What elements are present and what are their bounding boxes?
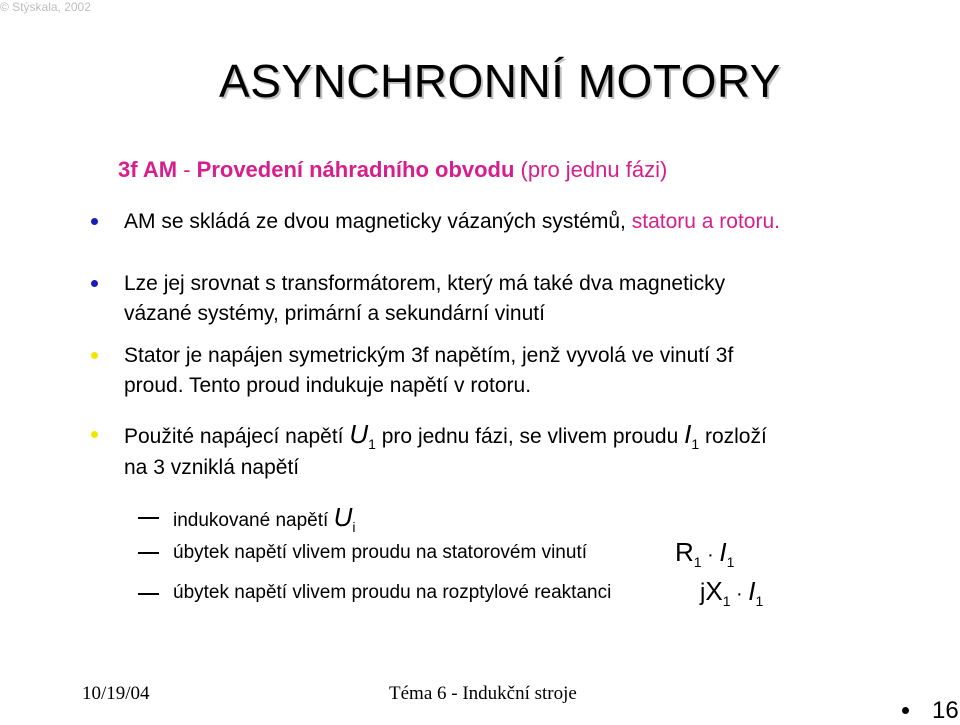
bullet-4-line-2: na 3 vzniklá napětí: [124, 456, 300, 479]
bullet-4-part-1: Použité napájecí napětí: [124, 425, 350, 448]
subitem-2: [173, 542, 587, 564]
current-i1-symbol: $I_1$: [684, 419, 700, 452]
bullet-icon: [91, 218, 98, 225]
subtitle-dash: -: [177, 157, 197, 182]
bullet-1-text: AM se skládá ze dvou magneticky vázaných systémů,: [124, 210, 632, 233]
bullet-2-line-1: Lze jej srovnat s transformátorem, který má také dva magneticky: [124, 272, 726, 295]
subtitle-bold: Provedení náhradního obvodu: [196, 157, 515, 182]
formula-r1-i1: $R_1 \cdot I_1$: [675, 537, 735, 570]
subtitle-suffix: (pro jednu fázi): [514, 157, 668, 182]
bullet-icon: [91, 431, 98, 438]
bullet-item-3: [124, 341, 733, 401]
formula-jx1-i1: $jX_1 \cdot I_1$: [700, 576, 764, 609]
bullet-item-2: [124, 269, 725, 329]
subitem-3: [173, 582, 611, 604]
slide-title: ASYNCHRONNÍ MOTORY: [219, 55, 781, 107]
bullet-item-4: [124, 419, 767, 483]
subitem-3-text: úbytek napětí vlivem proudu na rozptylové reaktanci: [173, 582, 612, 603]
footer-date: 10/19/04: [82, 683, 150, 704]
bullet-4-part-2: pro jednu fázi, se vlivem proudu: [375, 425, 685, 448]
subitem-2-text: úbytek napětí vlivem proudu na statorovém vinutí: [173, 542, 588, 563]
bullet-3-line-2: proud. Tento proud indukuje napětí v rotoru.: [124, 374, 532, 397]
footer-topic: Téma 6 - Indukční stroje: [389, 683, 577, 704]
bullet-icon: [91, 352, 98, 359]
subitem-1-text: indukované napětí: [173, 510, 334, 531]
induced-voltage-symbol: $U_i$: [333, 502, 356, 535]
subtitle-prefix: 3f AM: [118, 157, 178, 182]
bullet-4-part-3: rozloží: [699, 425, 767, 448]
page-number: 16: [932, 697, 959, 724]
dash-icon: [138, 517, 159, 519]
bullet-1-highlight: statoru a rotoru.: [631, 210, 780, 233]
dash-icon: [138, 593, 159, 595]
slide-subtitle: [118, 157, 667, 183]
bullet-item-1: [124, 207, 780, 237]
dash-icon: [138, 552, 159, 554]
bullet-icon: [902, 707, 909, 714]
bullet-icon: [91, 280, 98, 287]
voltage-u1-symbol: $U_1$: [349, 419, 376, 452]
bullet-2-line-2: vázané systémy, primární a sekundární vinutí: [124, 302, 545, 325]
bullet-3-line-1: Stator je napájen symetrickým 3f napětím, jenž vyvolá ve vinutí 3f: [124, 344, 734, 367]
subitem-1: [173, 502, 355, 533]
copyright-note: © Stýskala, 2002: [0, 0, 91, 14]
